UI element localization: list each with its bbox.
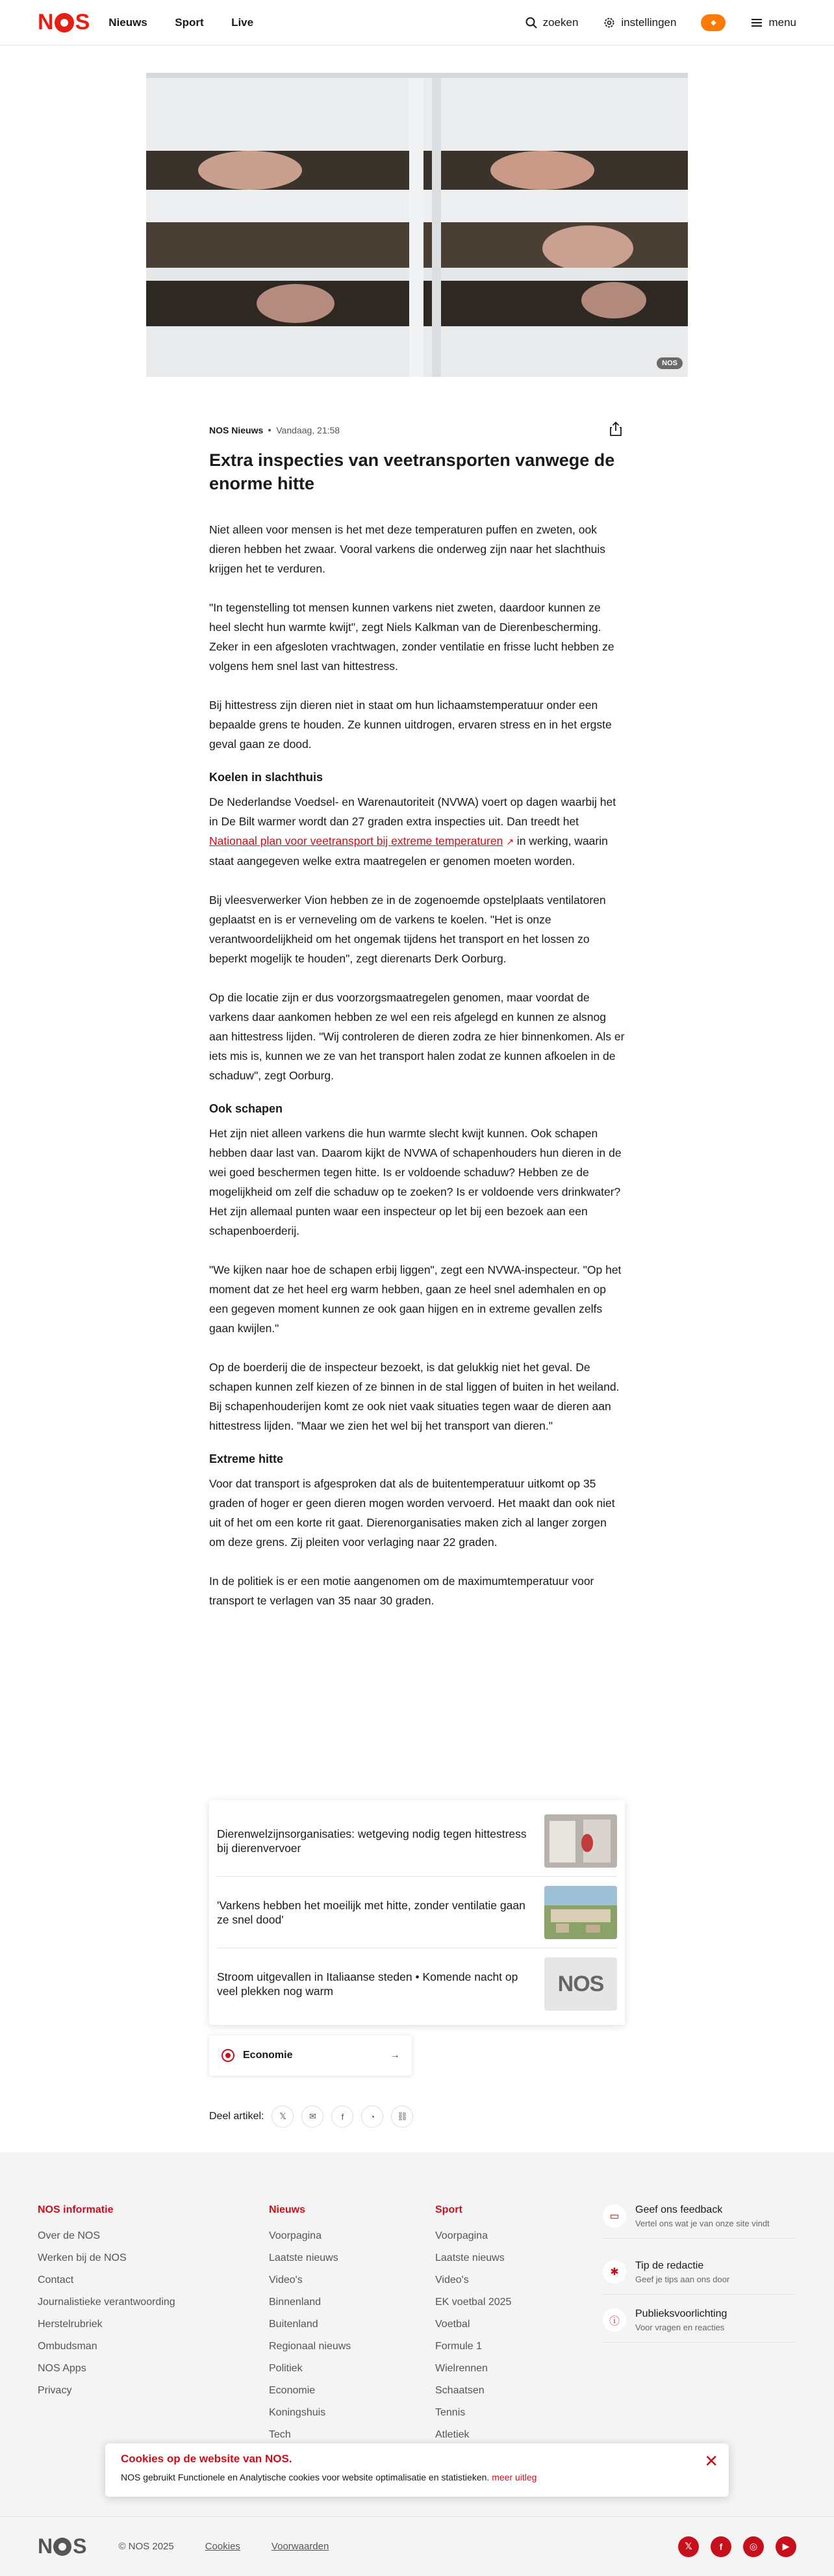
nos-placeholder-thumbnail: NOS xyxy=(544,1957,617,2011)
lightbulb-icon: ✱ xyxy=(603,2260,626,2284)
national-plan-link[interactable]: Nationaal plan voor veetransport bij extreme temperaturen xyxy=(209,834,503,847)
cookie-text-row xyxy=(121,2472,713,2482)
footer-link[interactable]: Herstelrubriek xyxy=(38,2319,103,2330)
related-article[interactable] xyxy=(217,1948,617,2020)
related-article[interactable] xyxy=(217,1805,617,1877)
cookie-more-link[interactable]: meer uitleg xyxy=(492,2472,537,2482)
youtube-icon[interactable]: ▶ xyxy=(776,2536,796,2557)
related-title: Stroom uitgevallen in Italiaanse steden • Komende nacht op veel plekken nog warm xyxy=(217,1970,518,1998)
paragraph: Niet alleen voor mensen is het met deze temperaturen puffen en zweten, ook dieren hebben het zwaar. Vooral varkens die onderweg zijn naar het slachthuis krijgen het te verduren. xyxy=(209,523,605,575)
related-articles xyxy=(209,1800,625,2025)
gear-icon xyxy=(603,16,616,29)
voorwaarden-link[interactable]: Voorwaarden xyxy=(271,2541,329,2552)
article-source: NOS Nieuws xyxy=(209,425,264,435)
settings-label: instellingen xyxy=(621,16,677,29)
footer-col-title: Nieuws xyxy=(269,2204,306,2215)
footer-link[interactable]: Buitenland xyxy=(269,2319,318,2330)
footer-link[interactable]: Video's xyxy=(269,2274,303,2286)
nos-dash-icon[interactable]: ◆ xyxy=(701,14,726,31)
share-bar xyxy=(209,2106,413,2128)
paragraph xyxy=(209,792,625,871)
voorlichting-sub: Voor vragen en reacties xyxy=(635,2323,725,2332)
section-heading: Koelen in slachthuis xyxy=(209,771,323,784)
related-thumbnail xyxy=(544,1814,617,1868)
share-x-icon[interactable]: 𝕏 xyxy=(272,2106,294,2128)
paragraph: Het zijn niet alleen varkens die hun warmte slecht kwijt kunnen. Ook schapen hebben daar last van. Daarom kijkt de NVWA of schapenhouders hun dieren in de wei goed beschermen tegen hitte. Is er voldoende schaduw? Hebben ze de mogelijkheid om zelf die schaduw op te zoeken? Is er voldoende vers drinkwater? Het zijn allemaal punten waar een inspecteur op let bij een bezoek aan een schapenboerderij. xyxy=(209,1127,622,1237)
footer-link[interactable]: EK voetbal 2025 xyxy=(435,2297,512,2308)
footer-link[interactable]: Binnenland xyxy=(269,2297,322,2308)
feedback-sub: Vertel ons wat je van onze site vindt xyxy=(635,2219,770,2228)
header-actions xyxy=(525,14,796,31)
image-credit: NOS xyxy=(657,357,683,369)
footer-link[interactable]: Voetbal xyxy=(435,2319,470,2330)
footer-link[interactable]: Tech xyxy=(269,2429,291,2440)
hero-image xyxy=(146,73,688,377)
cookie-text: NOS gebruikt Functionele en Analytische cookies voor website optimalisatie en statistieken. xyxy=(121,2472,490,2482)
section-heading: Extreme hitte xyxy=(209,1452,284,1465)
footer-col-nos-informatie xyxy=(38,2204,175,2402)
footer-link[interactable]: Ombudsman xyxy=(38,2341,97,2352)
footer-link[interactable]: Video's xyxy=(435,2274,469,2286)
footer-link[interactable]: Journalistieke verantwoording xyxy=(38,2297,175,2308)
nav-live[interactable]: Live xyxy=(231,16,254,29)
tip-link[interactable] xyxy=(603,2260,795,2295)
nav-sport[interactable]: Sport xyxy=(175,16,204,29)
close-icon[interactable]: ✕ xyxy=(704,2451,718,2471)
footer-link[interactable]: Laatste nieuws xyxy=(269,2252,338,2263)
social-links xyxy=(678,2536,796,2557)
hamburger-icon xyxy=(750,16,763,29)
footer-link[interactable]: Over de NOS xyxy=(38,2230,101,2241)
menu-label: menu xyxy=(768,16,796,29)
paragraph: Bij vleesverwerker Vion hebben ze in de zogenoemde opstelplaats ventilatoren geplaatst en is er verneveling om de varkens te koelen. "Het is onze verantwoordelijkheid om het ongemak tijdens het transport en het lossen zo beperkt mogelijk te houden", zegt dierenarts Derk Oorburg. xyxy=(209,894,606,965)
share-email-icon[interactable]: ✉ xyxy=(301,2106,323,2128)
cookie-banner xyxy=(105,2443,729,2497)
footer-col-nieuws xyxy=(269,2204,351,2446)
facebook-icon[interactable]: f xyxy=(711,2536,731,2557)
footer-col-title: NOS informatie xyxy=(38,2204,114,2215)
share-icon[interactable] xyxy=(607,420,625,438)
paragraph: Op de boerderij die de inspecteur bezoekt, is dat gelukkig niet het geval. De schapen kunnen zelf kiezen of ze binnen in de stal liggen of buiten in het weiland. Bij schapenhouderijen komt ze ook niet vaak situaties tegen waar de dieren aan hittestress lijden. "Maar we zien het wel bij het transport van dieren." xyxy=(209,1361,620,1432)
x-icon[interactable]: 𝕏 xyxy=(678,2536,699,2557)
share-link-icon[interactable]: ⛓ xyxy=(391,2106,413,2128)
arrow-right-icon: → xyxy=(390,2050,400,2061)
cookie-title: Cookies op de website van NOS. xyxy=(121,2453,292,2465)
chat-icon: ▭ xyxy=(603,2204,626,2228)
paragraph: Op die locatie zijn er dus voorzorgsmaatregelen genomen, maar voordat de varkens daar aankomen hebben ze wel een reis afgelegd en kunnen ze alsnog aan hittestress lijden. "Wij controleren de dieren zodra ze hier binnenkomen. Als er iets mis is, kunnen we ze van het transport halen zodat ze kunnen afkoelen in de schaduw", zegt Oorburg. xyxy=(209,991,625,1082)
bottom-bar xyxy=(0,2516,834,2576)
site-header xyxy=(0,0,834,45)
share-label: Deel artikel: xyxy=(209,2111,264,2122)
related-title: Dierenwelzijnsorganisaties: wetgeving nodig tegen hittestress bij dierenvervoer xyxy=(217,1827,527,1855)
nos-footer-logo[interactable]: N S xyxy=(38,2534,86,2558)
footer-link[interactable]: NOS Apps xyxy=(38,2363,86,2374)
settings-button[interactable] xyxy=(603,16,676,29)
related-title: 'Varkens hebben het moeilijk met hitte, zonder ventilatie gaan ze snel dood' xyxy=(217,1898,525,1926)
nos-logo[interactable]: N S xyxy=(38,10,90,34)
article-title: Extra inspecties van veetransporten vanwege de enorme hitte xyxy=(209,450,615,493)
pig-transport-illustration xyxy=(146,73,688,377)
tip-sub: Geef je tips aan ons door xyxy=(635,2274,730,2284)
paragraph: In de politiek is er een motie aangenomen om de maximumtemperatuur voor transport te verlagen van 35 naar 30 graden. xyxy=(209,1575,594,1607)
main-nav xyxy=(108,16,278,29)
footer-col-title: Sport xyxy=(435,2204,462,2215)
topic-tag-economie[interactable] xyxy=(209,2035,412,2076)
publieksvoorlichting-link[interactable] xyxy=(603,2308,795,2343)
footer-link[interactable]: Economie xyxy=(269,2385,316,2396)
paragraph: Voor dat transport is afgesproken dat als de buitentemperatuur uitkomt op 35 graden of hoger er geen dieren mogen worden vervoerd. Het maakt dan ook niet uit of het om een korte rit gaat. Dierenorganisaties maken zich al langer zorgen om deze grens. Zij pleiten voor verlaging naar 22 graden. xyxy=(209,1477,615,1549)
meta-separator xyxy=(268,429,271,431)
footer-link[interactable]: Formule 1 xyxy=(435,2341,483,2352)
footer-link[interactable]: Koningshuis xyxy=(269,2407,326,2418)
feedback-link[interactable] xyxy=(603,2204,795,2239)
share-facebook-icon[interactable]: f xyxy=(331,2106,353,2128)
footer-col-sport xyxy=(435,2204,511,2446)
footer-link[interactable]: Schaatsen xyxy=(435,2385,485,2396)
footer-link[interactable]: Voorpagina xyxy=(435,2230,488,2241)
paragraph-text: in werking, waarin staat aangegeven welke extra maatregelen er genomen moeten worden. xyxy=(209,834,608,868)
feedback-title: Geef ons feedback xyxy=(635,2204,723,2215)
footer-link[interactable]: Wielrennen xyxy=(435,2363,488,2374)
menu-button[interactable] xyxy=(750,16,796,29)
footer-link[interactable]: Laatste nieuws xyxy=(435,2252,505,2263)
footer-link[interactable]: Politiek xyxy=(269,2363,303,2374)
article-time: Vandaag, 21:58 xyxy=(276,425,340,435)
copyright: © NOS 2025 xyxy=(118,2541,174,2552)
article-meta xyxy=(209,425,625,435)
related-article[interactable] xyxy=(217,1877,617,1948)
tip-title: Tip de redactie xyxy=(635,2260,704,2271)
footer-link[interactable]: Tennis xyxy=(435,2407,466,2418)
paragraph: "In tegenstelling tot mensen kunnen varkens niet zweten, daardoor kunnen ze heel slecht hun warmte kwijt", zegt Niels Kalkman van de Dierenbescherming. Zeker in een afgesloten vrachtwagen, zonder ventilatie en frisse lucht hebben ze volgens hem snel last van hittestress. xyxy=(209,601,614,673)
article xyxy=(209,416,625,1630)
search-button[interactable] xyxy=(525,16,579,29)
external-link-icon: ↗ xyxy=(506,836,514,847)
footer-link[interactable]: Regionaal nieuws xyxy=(269,2341,351,2352)
info-icon: ⓘ xyxy=(603,2308,626,2332)
paragraph: "We kijken naar hoe de schapen erbij liggen", zegt een NVWA-inspecteur. "Op het moment dat ze het heel erg warm hebben, gaan ze heel snel ademhalen en op een gegeven moment kunnen ze ook gaan hijgen en in extreme gevallen zelfs gaan kwijlen." xyxy=(209,1263,622,1335)
nav-nieuws[interactable]: Nieuws xyxy=(108,16,147,29)
instagram-icon[interactable]: ◎ xyxy=(743,2536,764,2557)
topic-tag-label: Economie xyxy=(243,2050,293,2061)
footer-link[interactable]: Werken bij de NOS xyxy=(38,2252,127,2263)
search-label: zoeken xyxy=(542,16,579,29)
footer-link[interactable]: Atletiek xyxy=(435,2429,470,2440)
footer-link[interactable]: Voorpagina xyxy=(269,2230,322,2241)
share-whatsapp-icon[interactable]: ◔ xyxy=(361,2106,383,2128)
footer-link[interactable]: Privacy xyxy=(38,2385,72,2396)
cookies-link[interactable]: Cookies xyxy=(205,2541,240,2552)
search-icon xyxy=(525,16,538,29)
paragraph-text: De Nederlandse Voedsel- en Warenautoriteit (NVWA) voert op dagen waarbij het in De Bilt warmer wordt dan 27 graden extra inspecties uit. Dan treedt het xyxy=(209,795,616,828)
paragraph: Bij hittestress zijn dieren niet in staat om hun lichaamstemperatuur onder een bepaalde grens te houden. Ze kunnen uitdrogen, ervaren stress en in het ergste geval gaan ze dood. xyxy=(209,699,612,751)
footer-link[interactable]: Contact xyxy=(38,2274,74,2286)
article-body xyxy=(209,520,625,1610)
voorlichting-title: Publieksvoorlichting xyxy=(635,2308,727,2319)
economie-icon xyxy=(221,2048,235,2063)
related-thumbnail xyxy=(544,1886,617,1939)
section-heading: Ook schapen xyxy=(209,1102,283,1115)
